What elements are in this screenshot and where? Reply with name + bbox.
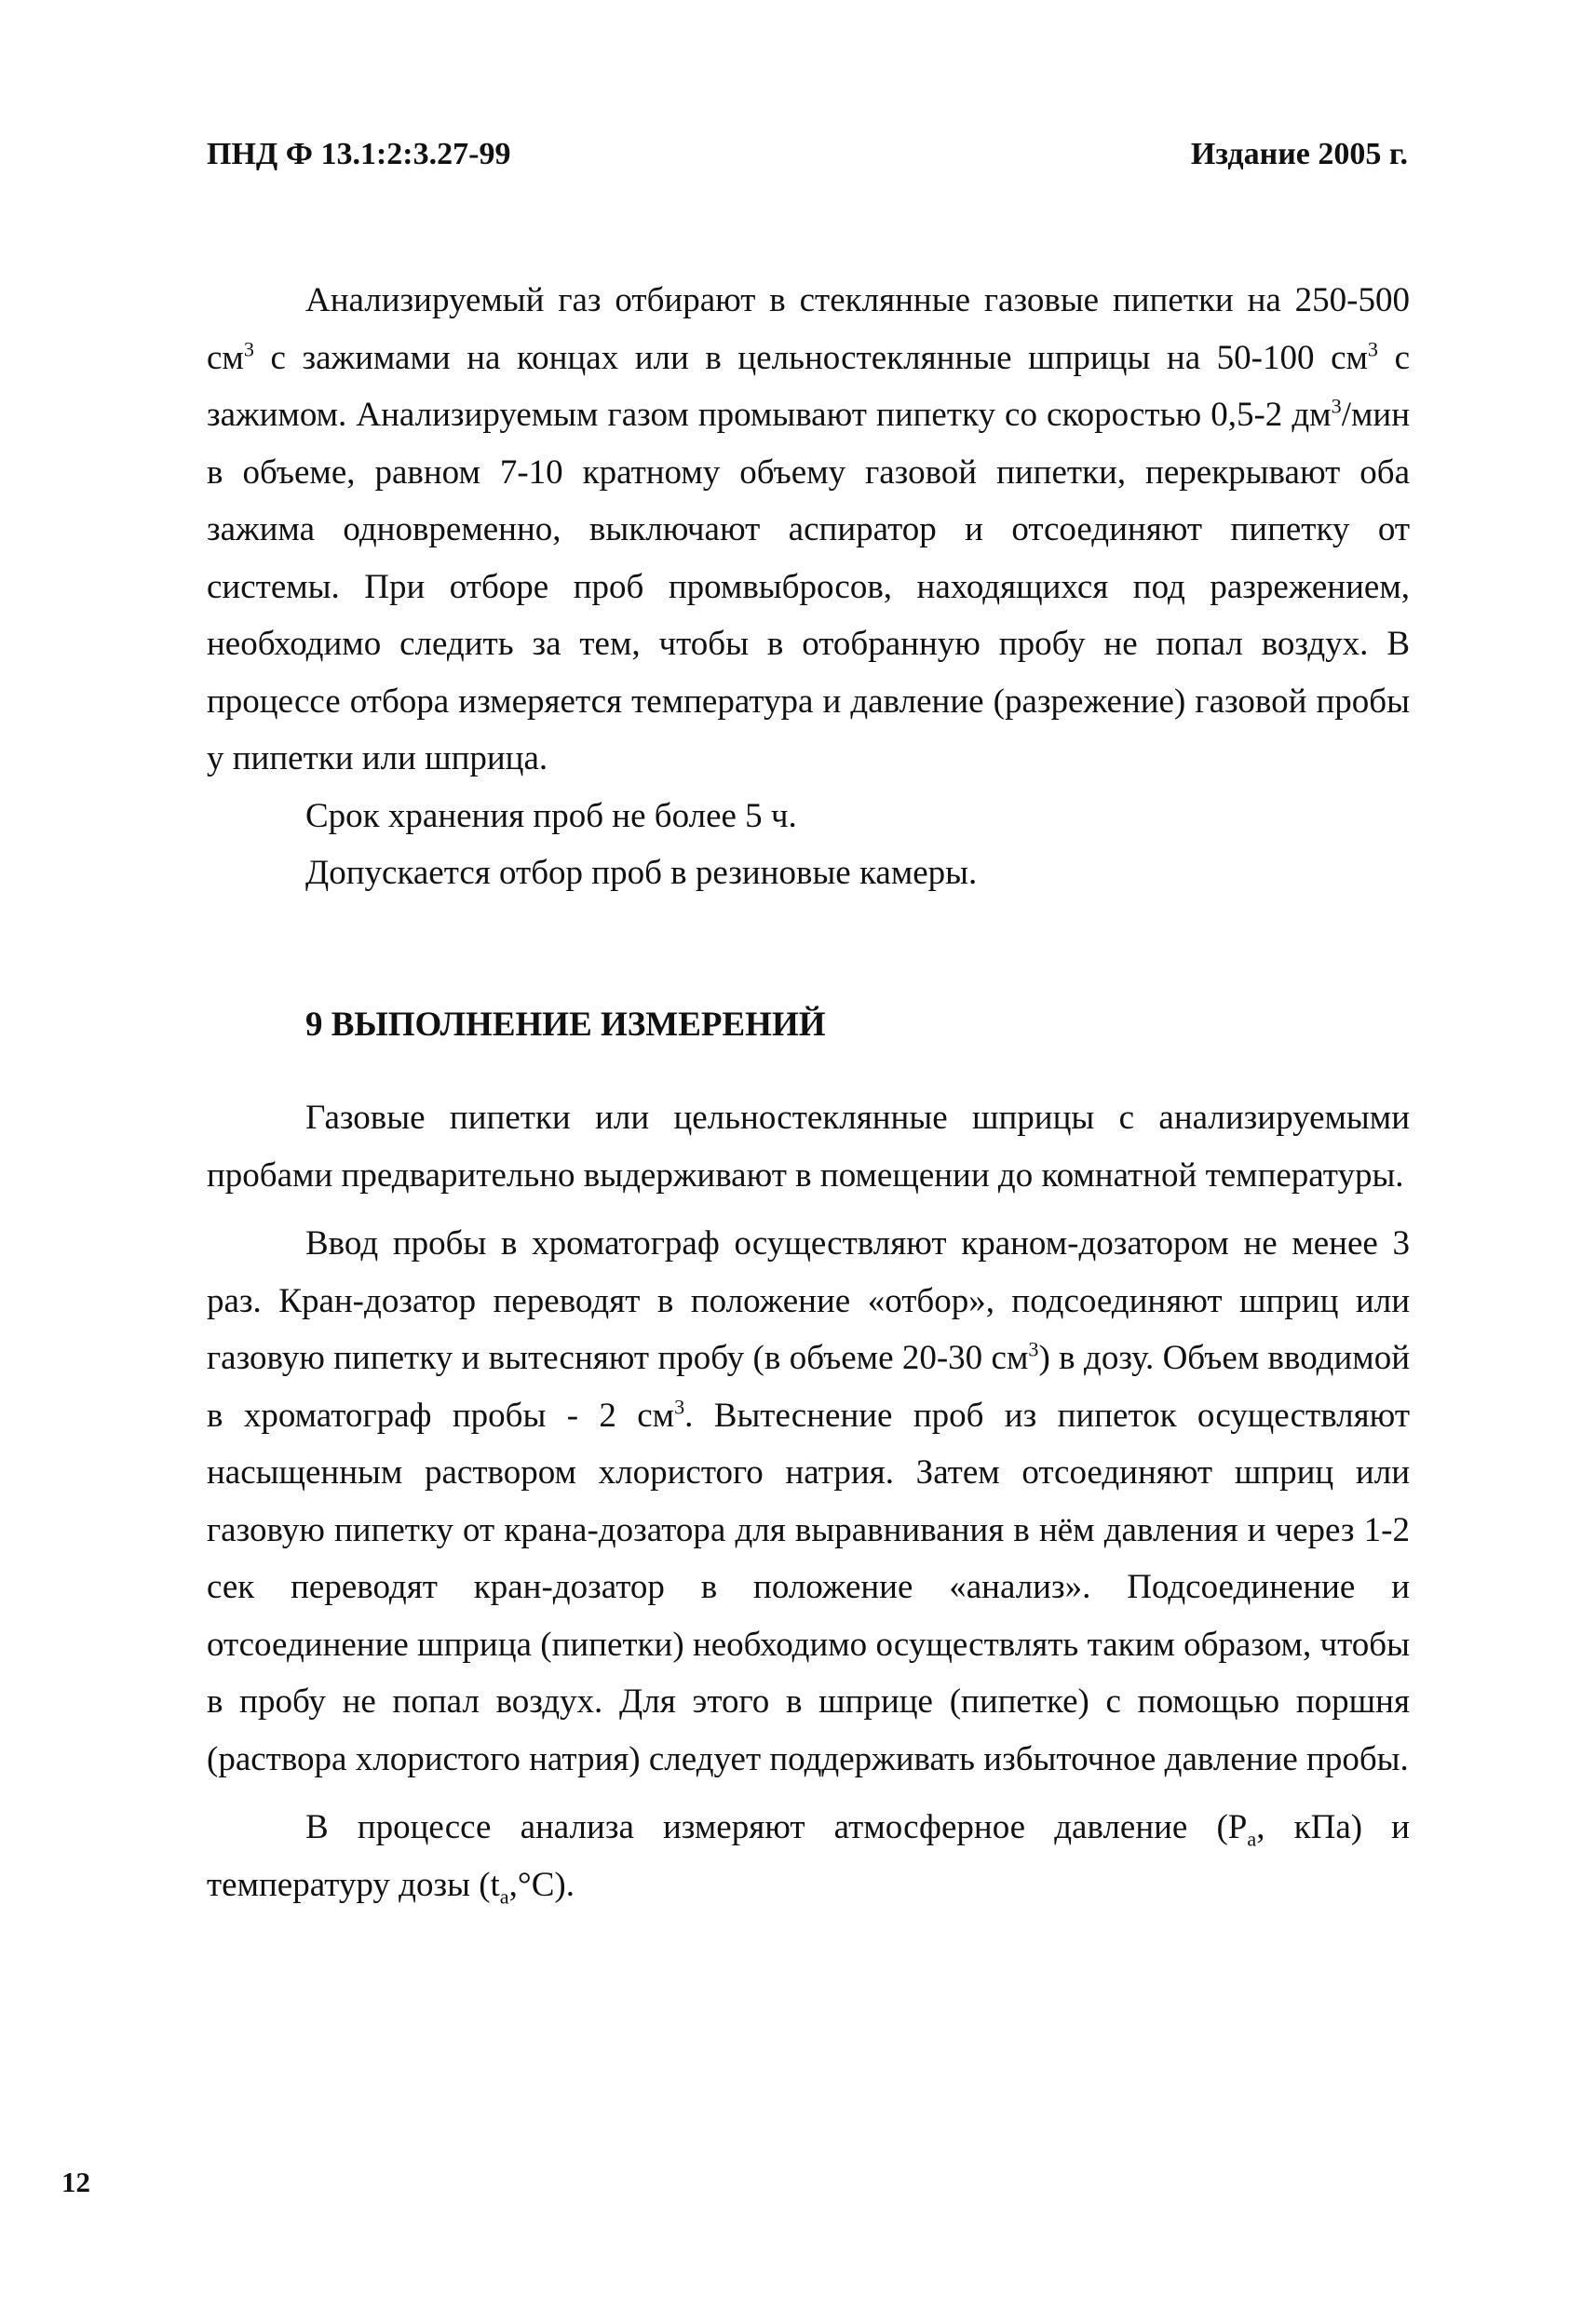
section-9-text	[207, 1089, 1410, 1913]
section-8-text	[207, 272, 1410, 902]
paragraph-conditioning: Газовые пипетки или цельностеклянные шприцы с анализируемыми пробами предварительно выдерживают в помещении до комнатной температуры.	[207, 1099, 1410, 1195]
paragraph-rubber-chambers: Допускается отбор проб в резиновые камеры.	[305, 854, 978, 892]
section-9-heading: 9 ВЫПОЛНЕНИЕ ИЗМЕРЕНИЙ	[305, 1006, 826, 1044]
document-code: ПНД Ф 13.1:2:3.27-99	[207, 137, 511, 171]
paragraph-sampling: Анализируемый газ отбирают в стеклянные газовые пипетки на 250-500 $см^3$ с зажимами на концах или в цельностеклянные шприцы на 50-100 $см^3$ с зажимом. Анализируемым газом промывают пипетку со скоростью 0,5-2 $дм^3$/мин в объеме, равном 7-10 кратному объему газовой пипетки, перекрывают оба зажима одновременно, выключают аспиратор и отсоединяют пипетку от системы. При отборе проб промвыбросов, находящихся под разрежением, необходимо следить за тем, чтобы в отобранную пробу не попал воздух. В процессе отбора измеряется температура и давление (разрежение) газовой пробы у пипетки или шприца.	[207, 281, 1410, 777]
paragraph-injection: Ввод пробы в хроматограф осуществляют краном-дозатором не менее 3 раз. Кран-дозатор переводят в положение «отбор», подсоединяют шприц или газовую пипетку и вытесняют пробу (в объеме 20-30 $см^3$) в дозу. Объем вводимой в хроматограф пробы - 2 $см^3$. Вытеснение проб из пипеток осуществляют насыщенным раствором хлористого натрия. Затем отсоединяют шприц или газовую пипетку от крана-дозатора для выравнивания в нём давления и через 1-2 сек переводят кран-дозатор в положение «анализ». Подсоединение и отсоединение шприца (пипетки) необходимо осуществлять таким образом, чтобы в пробу не попал воздух. Для этого в шприце (пипетке) с помощью поршня (раствора хлористого натрия) следует поддерживать избыточное давление пробы.	[207, 1224, 1410, 1778]
paragraph-measurements: В процессе анализа измеряют атмосферное давление ($Р_a$, кПа) и температуру дозы $(t_a,^\circ С)$.	[207, 1808, 1410, 1908]
paragraph-storage: Срок хранения проб не более 5 ч.	[305, 796, 797, 835]
page-number: 12	[61, 2166, 90, 2198]
edition-label: Издание 2005 г.	[1190, 137, 1408, 171]
